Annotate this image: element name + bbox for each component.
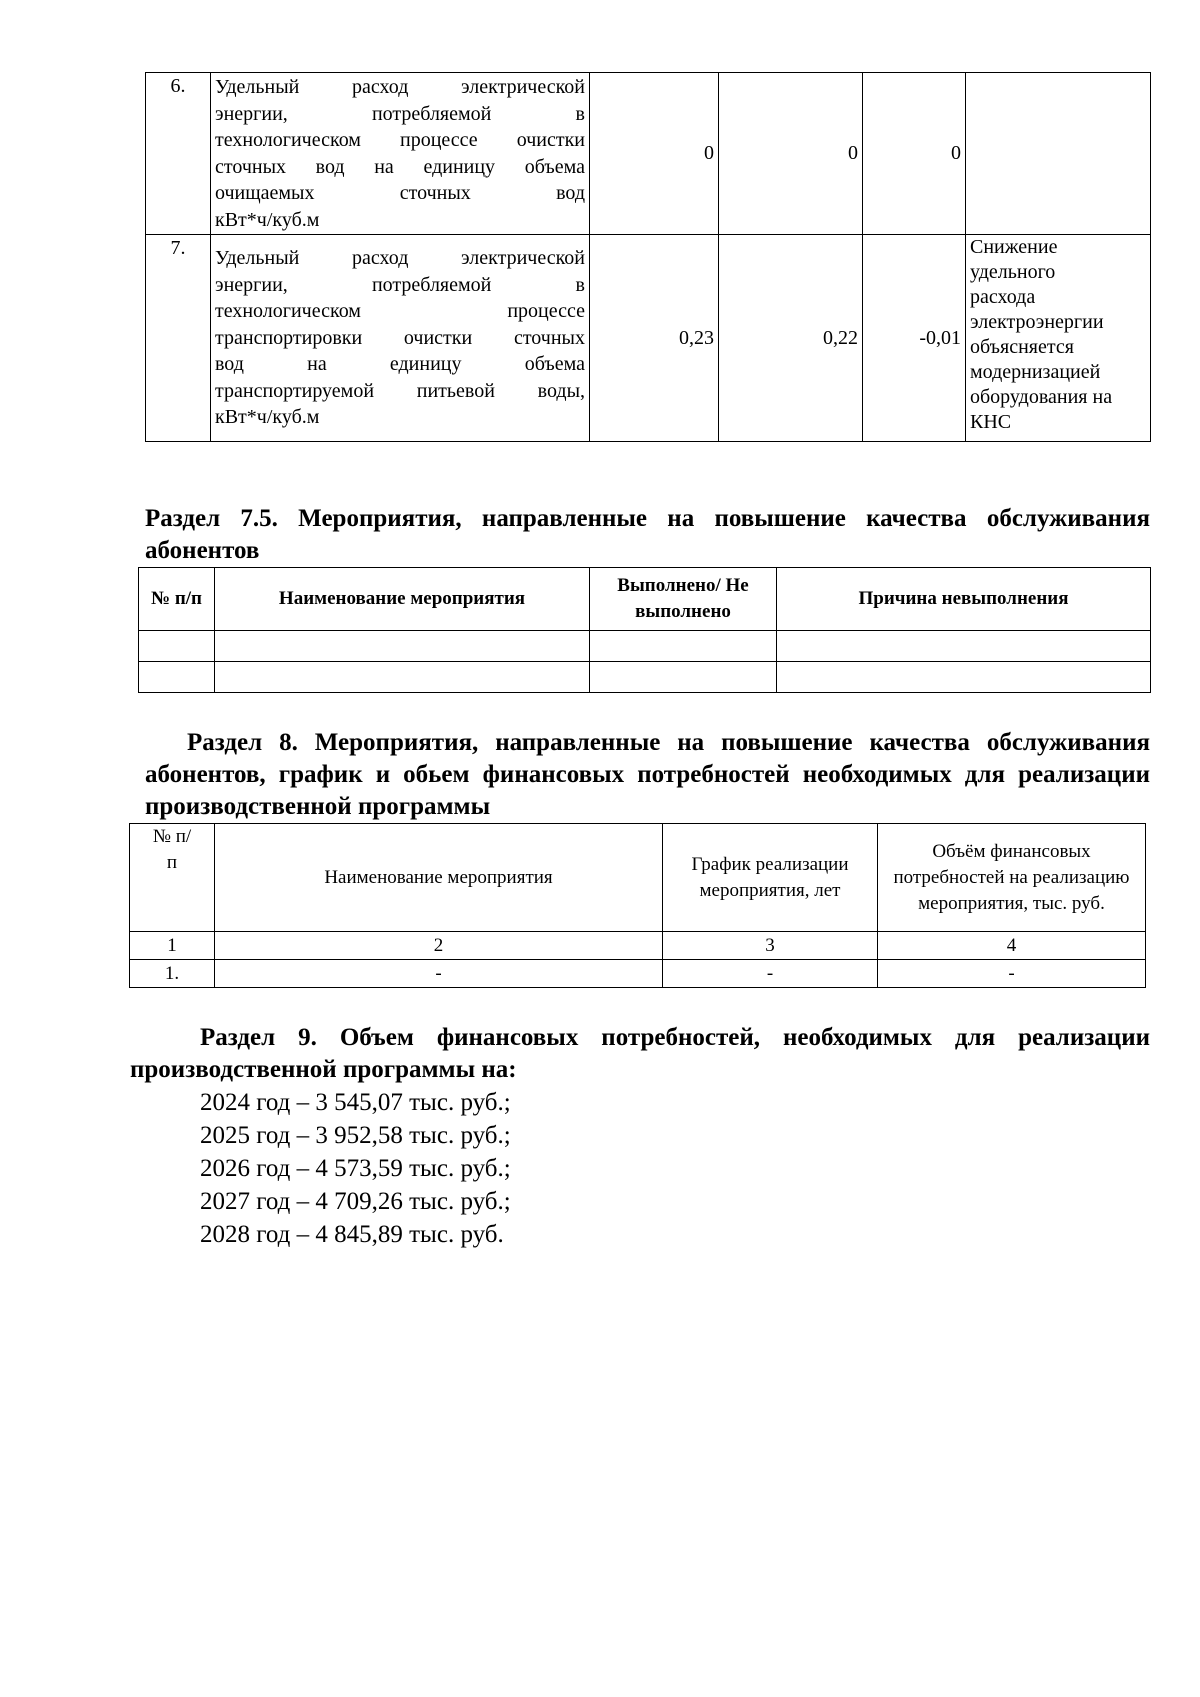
financial-line: 2028 год – 4 845,89 тыс. руб. xyxy=(200,1221,504,1248)
value-3: 0 xyxy=(863,73,966,235)
value-3: -0,01 xyxy=(863,235,966,442)
text-line: объясняется xyxy=(970,336,1074,358)
text-line: кВт*ч/куб.м xyxy=(215,208,320,231)
financial-line: 2025 год – 3 952,58 тыс. руб.; xyxy=(200,1122,511,1149)
text-line: оборудования на xyxy=(970,386,1113,408)
text-line: модернизацией xyxy=(970,361,1101,383)
value-2: 0,22 xyxy=(719,235,863,442)
text-line: Удельный расход электрической xyxy=(215,247,585,270)
column-header: График реализации мероприятия, лет xyxy=(663,824,878,932)
financial-line: 2024 год – 3 545,07 тыс. руб.; xyxy=(200,1089,511,1116)
text-line: электроэнергии xyxy=(970,311,1104,333)
value-1: 0 xyxy=(590,73,719,235)
text-line: технологическом процессе xyxy=(215,300,585,323)
indicator-name xyxy=(211,73,590,235)
cell xyxy=(215,662,590,693)
text-line: расхода xyxy=(970,286,1036,308)
cell: 4 xyxy=(878,932,1146,960)
cell: - xyxy=(878,960,1146,988)
section-7-5-title: Раздел 7.5. Мероприятия, направленные на повышение качества обслуживания абонентов xyxy=(145,505,1150,564)
column-header: Объём финансовых потребностей на реализацию мероприятия, тыс. руб. xyxy=(878,824,1146,932)
text-line: вод на единицу объема xyxy=(215,353,585,376)
table-header-row xyxy=(130,824,1146,932)
cell: 2 xyxy=(215,932,663,960)
column-header: Наименование мероприятия xyxy=(215,824,663,932)
cell: 1 xyxy=(130,932,215,960)
table-row xyxy=(139,631,1151,662)
column-header: Причина невыполнения xyxy=(777,568,1151,631)
cell xyxy=(590,662,777,693)
section-7-5-table xyxy=(138,567,1151,693)
row-number: 6. xyxy=(146,73,211,235)
table-row xyxy=(130,960,1146,988)
table-row xyxy=(146,73,1151,235)
section-8-table xyxy=(129,823,1146,988)
cell xyxy=(139,662,215,693)
cell xyxy=(215,631,590,662)
value-2: 0 xyxy=(719,73,863,235)
text-line: очищаемых сточных вод xyxy=(215,182,585,204)
text-line: удельного xyxy=(970,261,1056,283)
section-9-title: Раздел 9. Объем финансовых потребностей, необходимых для реализации производственной программы на: xyxy=(130,1024,1150,1083)
section-8-title: Раздел 8. Мероприятия, направленные на повышение качества обслуживания абонентов, график и обьем финансовых потребностей необходимых для реализации производственной программы xyxy=(145,729,1150,820)
cell: - xyxy=(663,960,878,988)
text-line: транспортировки очистки сточных xyxy=(215,326,585,349)
section-9 xyxy=(130,1022,1150,1251)
text-line: технологическом процессе очистки xyxy=(215,129,585,151)
financial-line: 2026 год – 4 573,59 тыс. руб.; xyxy=(200,1155,511,1182)
indicator-name xyxy=(211,235,590,442)
cell xyxy=(777,662,1151,693)
note xyxy=(966,235,1151,442)
column-header: Наименование мероприятия xyxy=(215,568,590,631)
cell xyxy=(777,631,1151,662)
table-row xyxy=(146,235,1151,442)
text-line: транспортируемой питьевой воды, xyxy=(215,379,585,402)
value-1: 0,23 xyxy=(590,235,719,442)
text-line: КНС xyxy=(970,411,1012,433)
text-line: сточных вод на единицу объема xyxy=(215,155,585,178)
note xyxy=(966,73,1151,235)
indicators-table xyxy=(145,72,1151,442)
text-line: кВт*ч/куб.м xyxy=(215,406,320,429)
row-number: 7. xyxy=(146,235,211,442)
cell xyxy=(590,631,777,662)
cell: 3 xyxy=(663,932,878,960)
text-line: энергии, потребляемой в xyxy=(215,273,585,296)
cell: - xyxy=(215,960,663,988)
column-header: № п/п xyxy=(139,568,215,631)
cell: 1. xyxy=(130,960,215,988)
financial-line: 2027 год – 4 709,26 тыс. руб.; xyxy=(200,1188,511,1215)
text-line: Снижение xyxy=(970,236,1058,258)
table-row xyxy=(139,662,1151,693)
column-header: № п/п xyxy=(130,824,215,932)
cell xyxy=(139,631,215,662)
text-line: энергии, потребляемой в xyxy=(215,102,585,125)
text-line: Удельный расход электрической xyxy=(215,76,585,98)
column-header: Выполнено/ Не выполнено xyxy=(590,568,777,631)
table-header-row xyxy=(139,568,1151,631)
table-index-row xyxy=(130,932,1146,960)
